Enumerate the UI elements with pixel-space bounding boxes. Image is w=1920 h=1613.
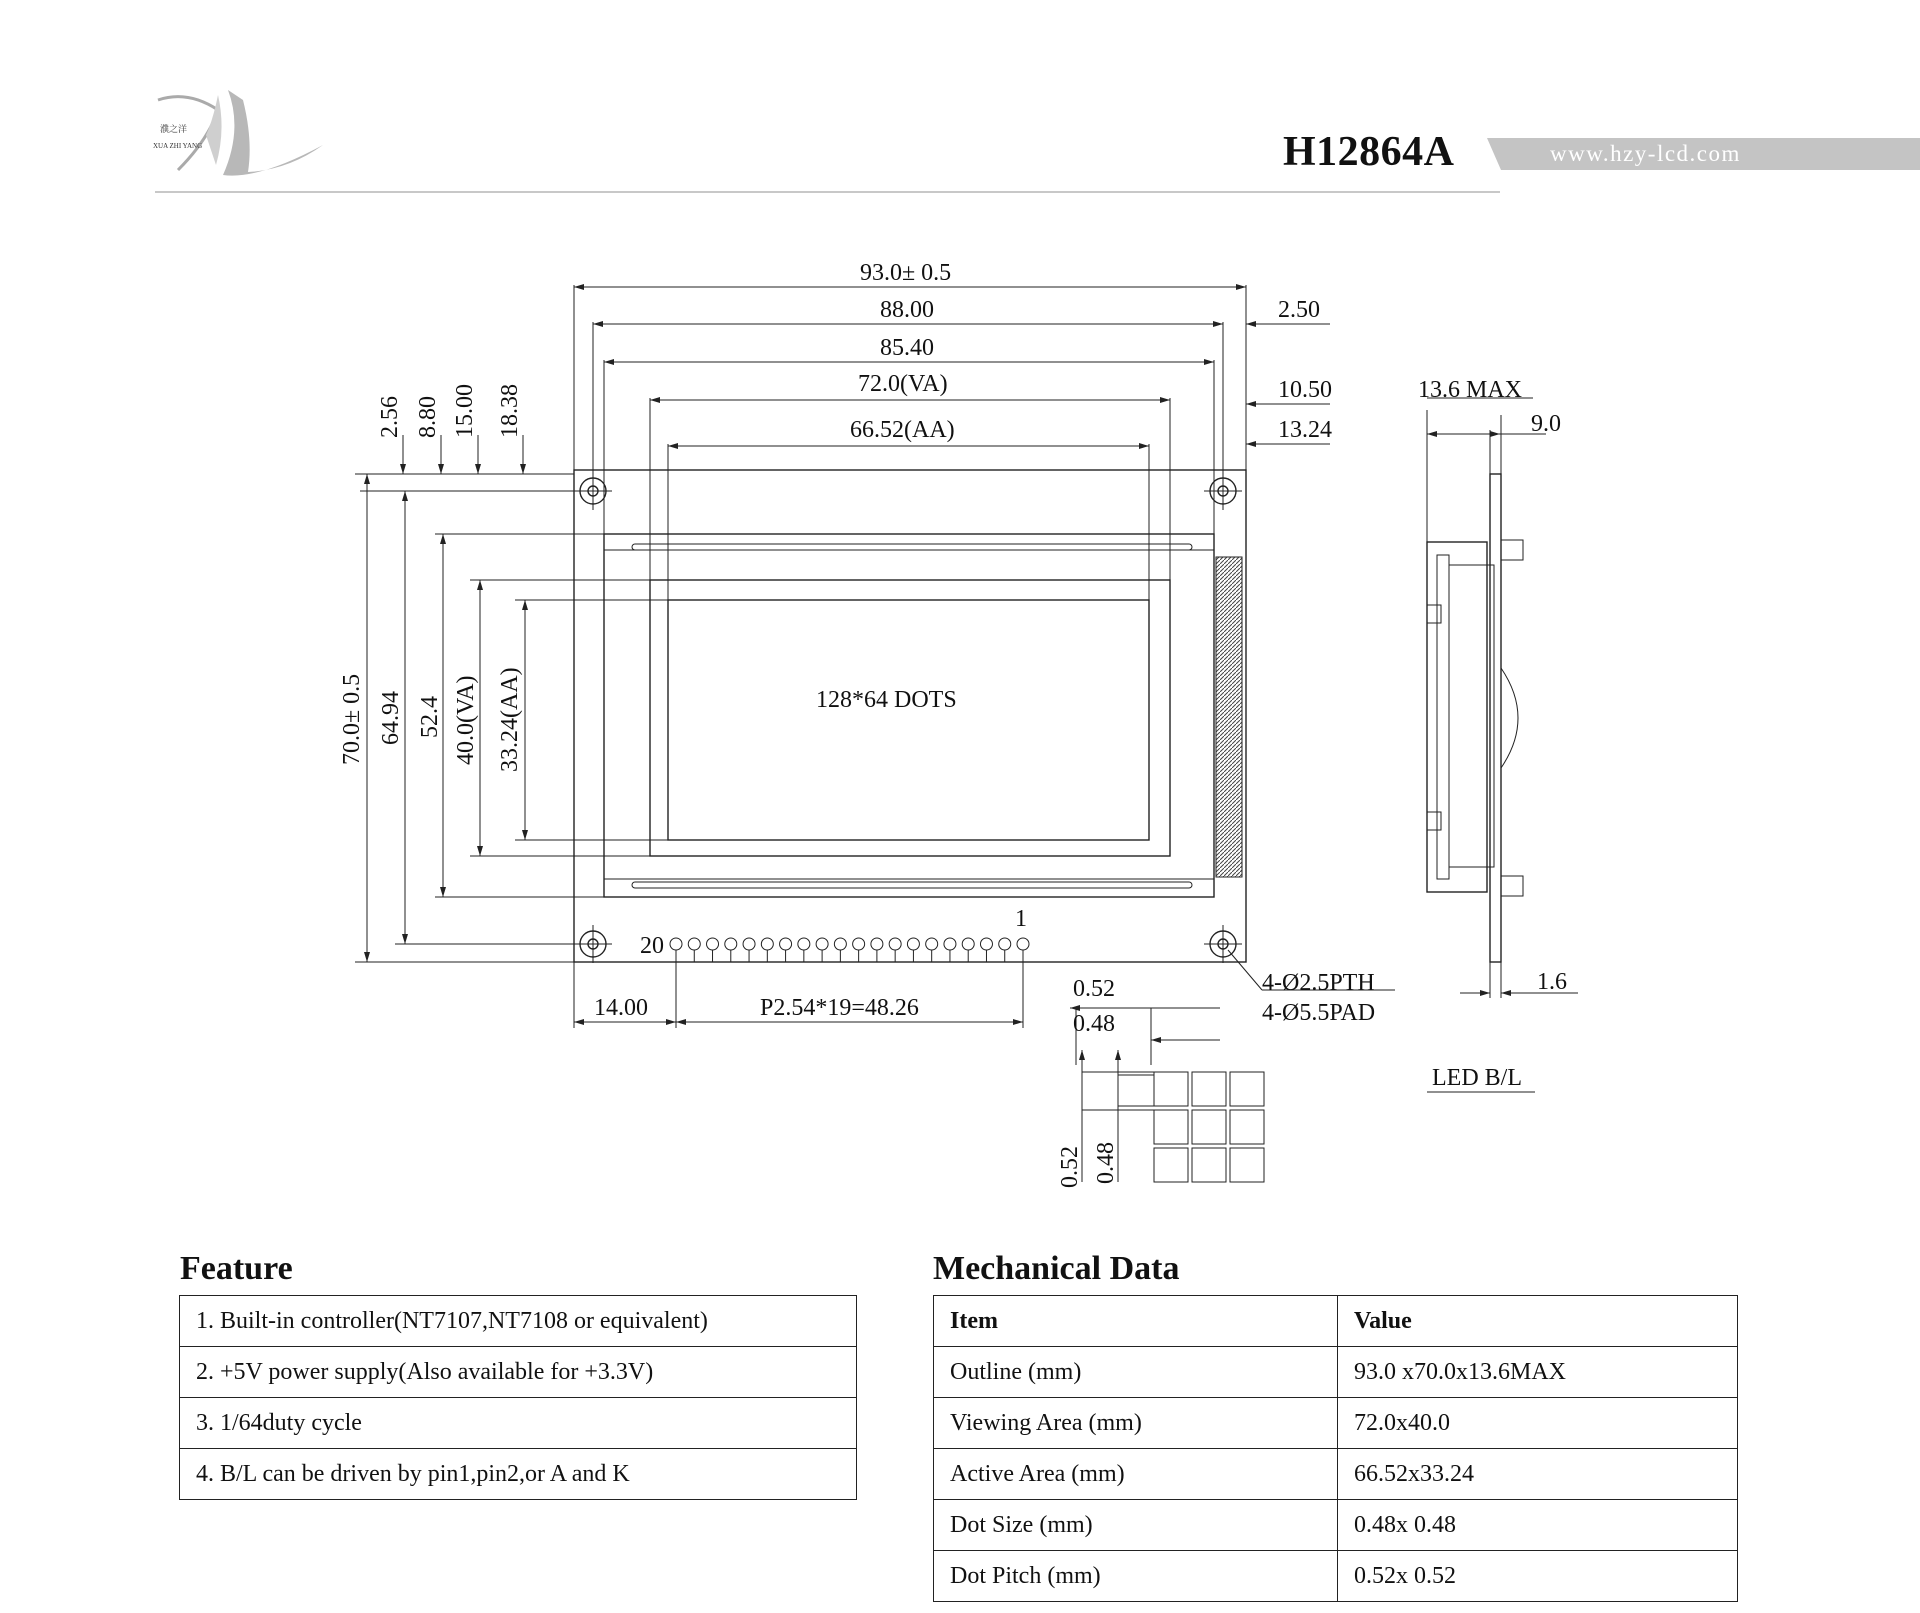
dim-bezel-height-label: 52.4 xyxy=(417,696,443,738)
pixel-dot xyxy=(1230,1110,1264,1144)
active-area xyxy=(668,600,1149,840)
hole-pad-label: 4-Ø5.5PAD xyxy=(1262,1000,1376,1026)
pin-pad xyxy=(871,938,883,950)
dim-hole-height-label: 64.94 xyxy=(378,691,404,745)
dim-outline-width-label: 93.0± 0.5 xyxy=(860,260,952,286)
feature-item: 3. 1/64duty cycle xyxy=(180,1398,857,1449)
dim-2-50-label: 2.50 xyxy=(1278,297,1320,323)
feature-row xyxy=(180,1347,857,1398)
dim-module-thickness-label: 9.0 xyxy=(1531,411,1561,437)
dim-dot-size-x-label: 0.48 xyxy=(1073,1011,1115,1037)
pin-pad xyxy=(688,938,700,950)
dim-pin-offset-label: 14.00 xyxy=(594,995,648,1021)
pin-pad xyxy=(980,938,992,950)
pin-1-label: 1 xyxy=(1015,906,1027,932)
backlight-label: LED B/L xyxy=(1432,1065,1522,1091)
feature-title: Feature xyxy=(180,1250,293,1287)
value-cell: 72.0x40.0 xyxy=(1338,1398,1738,1449)
dim-8-80-label: 8.80 xyxy=(415,396,441,438)
bezel-bottom-slot xyxy=(632,882,1192,888)
dim-2-56-label: 2.56 xyxy=(377,396,403,438)
mechanical-header-row xyxy=(934,1296,1738,1347)
dim-dot-pitch-x-label: 0.52 xyxy=(1073,976,1115,1002)
pin-20-label: 20 xyxy=(640,933,664,959)
pin-pad xyxy=(889,938,901,950)
pin-pad xyxy=(816,938,828,950)
item-cell: Dot Pitch (mm) xyxy=(934,1551,1338,1602)
feature-item: 2. +5V power supply(Also available for +3.3V) xyxy=(180,1347,857,1398)
column-header-item: Item xyxy=(934,1296,1338,1347)
feature-row xyxy=(180,1398,857,1449)
mechanical-table xyxy=(933,1295,1738,1602)
bezel-top-strip xyxy=(604,534,1214,550)
pixel-dot xyxy=(1154,1110,1188,1144)
logo-chinese: 濮之洋 xyxy=(160,124,188,134)
dim-aa-height-label: 33.24(AA) xyxy=(497,667,523,772)
item-cell: Active Area (mm) xyxy=(934,1449,1338,1500)
bezel-outline xyxy=(604,534,1214,897)
dim-18-38-label: 18.38 xyxy=(497,384,523,438)
dim-dot-size-y-label: 0.48 xyxy=(1093,1142,1119,1184)
bezel-top-slot xyxy=(632,544,1192,550)
pin-pad xyxy=(670,938,682,950)
mounting-hole-br xyxy=(1204,925,1242,963)
website-url[interactable]: www.hzy-lcd.com xyxy=(1550,141,1741,166)
pin-pad xyxy=(834,938,846,950)
pixel-dot xyxy=(1230,1072,1264,1106)
pin-pad xyxy=(907,938,919,950)
table-row xyxy=(934,1449,1738,1500)
pixel-dot xyxy=(1230,1148,1264,1182)
pin-pad xyxy=(725,938,737,950)
dim-bezel-width-label: 85.40 xyxy=(880,335,934,361)
model-title: H12864A xyxy=(1283,129,1455,175)
item-cell: Outline (mm) xyxy=(934,1347,1338,1398)
pin-pad xyxy=(743,938,755,950)
viewing-area xyxy=(650,580,1170,856)
dim-va-height-label: 40.0(VA) xyxy=(453,675,479,765)
led-backlight-hatch xyxy=(1216,557,1242,877)
dim-hole-width-label: 88.00 xyxy=(880,297,934,323)
dim-pin-pitch-label: P2.54*19=48.26 xyxy=(760,995,919,1021)
dim-va-width-label: 72.0(VA) xyxy=(858,371,948,397)
table-row xyxy=(934,1398,1738,1449)
item-cell: Dot Size (mm) xyxy=(934,1500,1338,1551)
table-row xyxy=(934,1347,1738,1398)
pin-pad xyxy=(999,938,1011,950)
pin-pad xyxy=(761,938,773,950)
dot-detail-grid xyxy=(1154,1072,1264,1182)
dim-dot-pitch-y-label: 0.52 xyxy=(1057,1146,1083,1188)
pixel-dot xyxy=(1192,1110,1226,1144)
table-row xyxy=(934,1551,1738,1602)
pin-pad xyxy=(798,938,810,950)
value-cell: 66.52x33.24 xyxy=(1338,1449,1738,1500)
dim-outline-height-label: 70.0± 0.5 xyxy=(339,673,365,765)
feature-table xyxy=(179,1295,857,1500)
feature-item: 1. Built-in controller(NT7107,NT7108 or equivalent) xyxy=(180,1296,857,1347)
pin-header xyxy=(670,938,1029,962)
logo-pinyin: XUA ZHI YANG xyxy=(153,142,203,150)
item-cell: Viewing Area (mm) xyxy=(934,1398,1338,1449)
pin-pad xyxy=(780,938,792,950)
pin-pad xyxy=(707,938,719,950)
hole-pth-label: 4-Ø2.5PTH xyxy=(1262,970,1375,996)
dim-pin-thickness-label: 1.6 xyxy=(1537,969,1567,995)
side-view xyxy=(1427,474,1523,962)
value-cell: 0.48x 0.48 xyxy=(1338,1500,1738,1551)
dim-15-00-label: 15.00 xyxy=(452,384,478,438)
dim-aa-width-label: 66.52(AA) xyxy=(850,417,955,443)
table-row xyxy=(934,1500,1738,1551)
pin-pad xyxy=(926,938,938,950)
pixel-dot xyxy=(1154,1148,1188,1182)
mechanical-title: Mechanical Data xyxy=(933,1250,1180,1287)
hole-leader xyxy=(1228,950,1262,990)
pixel-dot xyxy=(1154,1072,1188,1106)
value-cell: 93.0 x70.0x13.6MAX xyxy=(1338,1347,1738,1398)
pin-pad xyxy=(853,938,865,950)
column-header-value: Value xyxy=(1338,1296,1738,1347)
feature-row xyxy=(180,1296,857,1347)
feature-row xyxy=(180,1449,857,1500)
pin-pad xyxy=(944,938,956,950)
dim-10-50-label: 10.50 xyxy=(1278,377,1332,403)
feature-item: 4. B/L can be driven by pin1,pin2,or A and K xyxy=(180,1449,857,1500)
dim-max-thickness-label: 13.6 MAX xyxy=(1418,377,1523,403)
dots-label: 128*64 DOTS xyxy=(816,687,957,713)
pin-pad xyxy=(962,938,974,950)
pixel-dot xyxy=(1192,1148,1226,1182)
pixel-dot xyxy=(1192,1072,1226,1106)
pin-pad xyxy=(1017,938,1029,950)
value-cell: 0.52x 0.52 xyxy=(1338,1551,1738,1602)
dim-13-24-label: 13.24 xyxy=(1278,417,1332,443)
